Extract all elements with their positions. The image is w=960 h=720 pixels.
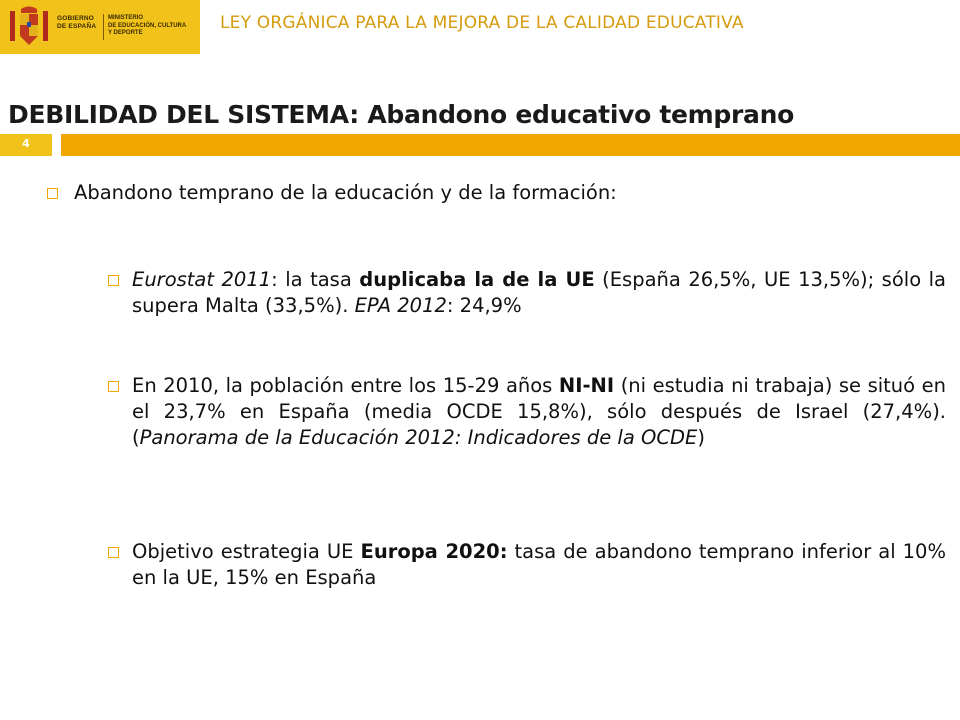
slide-heading: DEBILIDAD DEL SISTEMA: Abandono educativo temprano: [8, 100, 794, 129]
square-bullet-icon: [108, 381, 119, 392]
ministry-label: MINISTERIO DE EDUCACIÓN, CULTURA Y DEPORTE: [108, 15, 187, 36]
page-number-badge: 4: [0, 134, 52, 156]
square-bullet-icon: [108, 547, 119, 558]
sub-bullet-text: En 2010, la población entre los 15-29 años NI-NI (ni estudia ni trabaja) se situó en el 23,7% en España (media OCDE 15,8%), sólo después de Israel (27,4%). (Panorama de la Educación 2012: Indicadores de la OCDE): [132, 374, 946, 449]
square-bullet-icon: [47, 188, 58, 199]
coat-of-arms-icon: [8, 5, 50, 49]
sub-bullet-eurostat: [108, 267, 946, 319]
law-title: LEY ORGÁNICA PARA LA MEJORA DE LA CALIDAD EDUCATIVA: [220, 13, 744, 33]
accent-bar: [61, 134, 960, 156]
square-bullet-icon: [108, 275, 119, 286]
main-bullet-text: Abandono temprano de la educación y de la formación:: [74, 181, 617, 204]
main-bullet: [47, 180, 927, 206]
sub-bullet-europa-2020: [108, 539, 946, 591]
sub-bullet-ni-ni: [108, 373, 946, 451]
government-label: GOBIERNO DE ESPAÑA: [57, 15, 97, 30]
sub-bullet-text: Objetivo estrategia UE Europa 2020: tasa de abandono temprano inferior al 10% en la UE, 15% en España: [132, 540, 946, 589]
government-logo: [0, 0, 200, 54]
sub-bullet-text: Eurostat 2011: la tasa duplicaba la de la UE (España 26,5%, UE 13,5%); sólo la supera Malta (33,5%). EPA 2012: 24,9%: [132, 268, 946, 317]
logo-divider: [103, 14, 104, 40]
